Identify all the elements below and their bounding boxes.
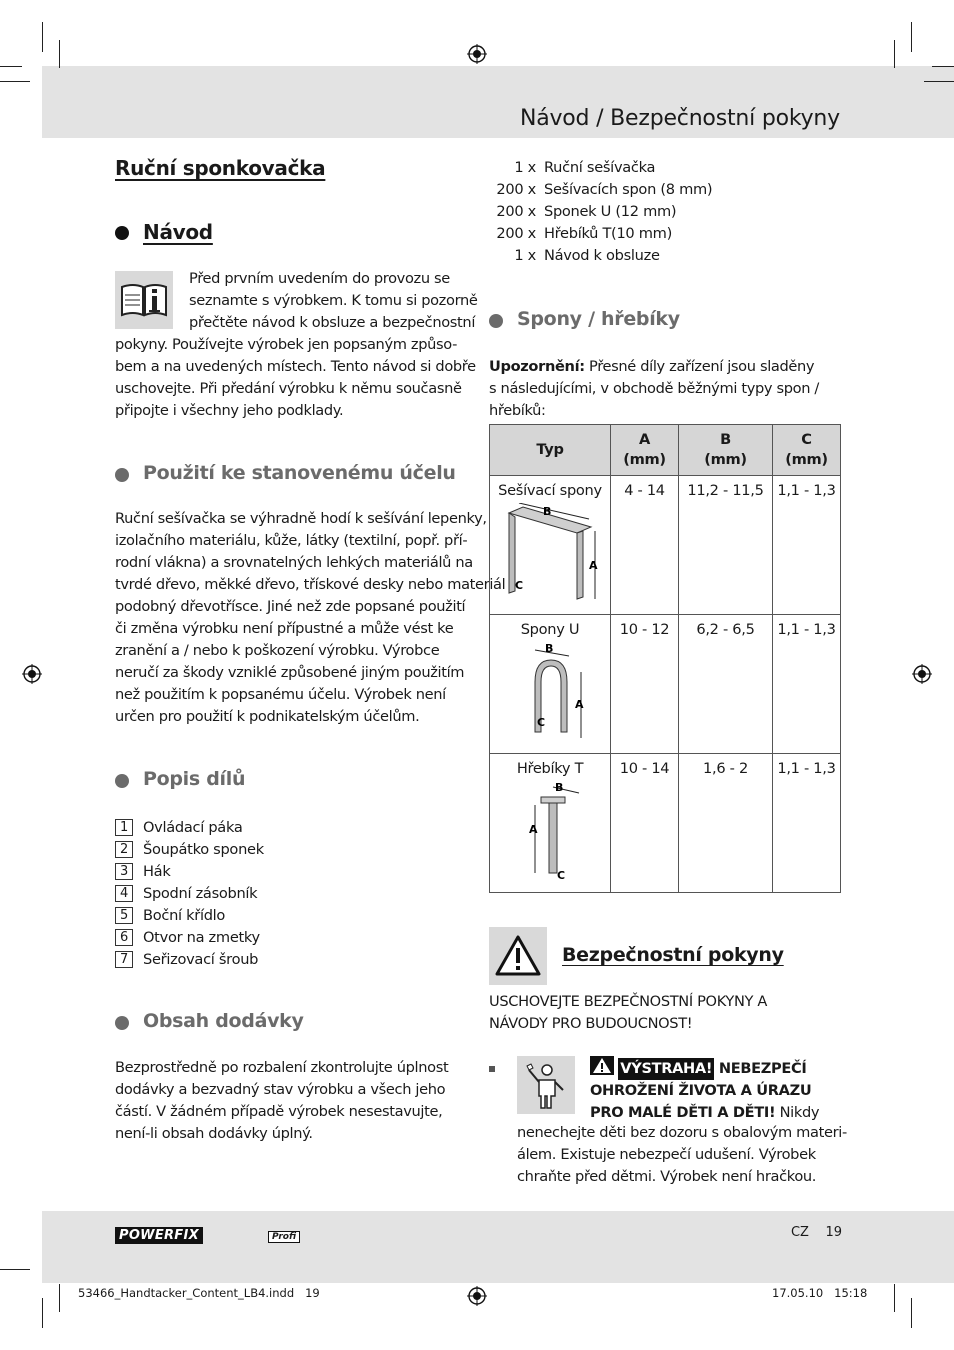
svg-text:B: B bbox=[555, 781, 564, 794]
table-cell-type: Hřebíky T B A C bbox=[490, 754, 611, 893]
bullet-icon bbox=[115, 226, 129, 240]
bullet-icon bbox=[489, 314, 503, 328]
page-title: Návod / Bezpečnostní pokyny bbox=[519, 106, 840, 131]
list-item: 200 x Sešívacích spon (8 mm) bbox=[496, 181, 713, 198]
table-header-type: Typ bbox=[490, 425, 611, 476]
staple-diagram-icon bbox=[495, 503, 605, 603]
warning-text: VÝSTRAHA! NEBEZPEČÍ OHROŽENÍ ŽIVOTA A ÚRAZU PRO MALÉ DĚTI A DĚTI! Nikdy bbox=[590, 1056, 819, 1124]
list-item: 2 Šoupátko sponek bbox=[115, 838, 264, 860]
table-header-a: A (mm) bbox=[611, 425, 679, 476]
table-cell-a: 4 - 14 bbox=[611, 476, 679, 615]
registration-mark-icon bbox=[912, 664, 932, 684]
table-row bbox=[490, 615, 841, 754]
crop-mark bbox=[894, 1284, 895, 1312]
table-header-b: B (mm) bbox=[679, 425, 773, 476]
list-item: 3 Hák bbox=[115, 860, 264, 882]
table-header-c: C (mm) bbox=[773, 425, 841, 476]
table-cell-type: Sešívací spony A B C bbox=[490, 476, 611, 615]
table-cell-a: 10 - 12 bbox=[611, 615, 679, 754]
svg-text:C: C bbox=[557, 869, 565, 881]
crop-mark bbox=[924, 81, 954, 82]
footer-band bbox=[42, 1211, 954, 1283]
parts-heading: Popis dílů bbox=[143, 768, 246, 790]
table-cell-a: 10 - 14 bbox=[611, 754, 679, 893]
list-item: 1 Ovládací páka bbox=[115, 816, 264, 838]
brand-logo: POWERFIX Profi bbox=[115, 1224, 300, 1244]
list-item: 1 x Návod k obsluze bbox=[514, 247, 660, 264]
table-cell-type: Spony U B A C bbox=[490, 615, 611, 754]
crop-mark bbox=[911, 1298, 912, 1328]
table-cell-b: 1,6 - 2 bbox=[679, 754, 773, 893]
bullet-square-icon bbox=[489, 1066, 495, 1072]
u-staple-diagram-icon bbox=[505, 642, 595, 742]
warning-small-icon bbox=[590, 1056, 614, 1075]
crop-mark bbox=[42, 22, 43, 52]
table-cell-c: 1,1 - 1,3 bbox=[773, 754, 841, 893]
staples-heading: Spony / hřebíky bbox=[517, 308, 680, 330]
registration-mark-icon bbox=[467, 1286, 487, 1306]
crop-mark bbox=[0, 66, 22, 67]
svg-text:B: B bbox=[545, 642, 554, 655]
svg-text:C: C bbox=[537, 716, 545, 729]
svg-text:A: A bbox=[529, 823, 538, 836]
warning-tag: VÝSTRAHA! bbox=[618, 1058, 714, 1080]
table-row bbox=[490, 476, 841, 615]
list-item: 6 Otvor na zmetky bbox=[115, 926, 264, 948]
t-nail-diagram-icon bbox=[505, 781, 595, 881]
crop-mark bbox=[59, 1284, 60, 1312]
parts-list bbox=[115, 816, 264, 970]
registration-mark-icon bbox=[22, 664, 42, 684]
svg-text:A: A bbox=[575, 698, 584, 711]
svg-text:C: C bbox=[515, 579, 523, 592]
usage-text: Ruční sešívačka se výhradně hodí k sešívání lepenky, izolačního materiálu, kůže, látky (textilní, popř. pří- rodní vlákna) a srovnatelných lehkých materiálů na tvrdé dřevo, měkké dřevo, třískové desky nebo materiál podobný dřevotřísce. Jiné než zde popsané použití či změna výrobku není přípustné a může vést ke zranění a / nebo k poškození výrobku. Výrobce neručí za škody vzniklé způsobené jiným použitím než použitím k popsanému účelu. Výrobek není určen pro použití k podnikatelským účelům. bbox=[115, 510, 506, 725]
safety-heading: Bezpečnostní pokyny bbox=[562, 944, 784, 966]
delivery-text: Bezprostředně po rozbalení zkontrolujte úplnost dodávky a bezvadný stav výrobku a všech jeho částí. V žádném případě výrobek nesestavujte, není-li obsah dodávky úplný. bbox=[115, 1059, 449, 1142]
note-label: Upozornění: bbox=[489, 358, 585, 375]
slug-date: 17.05.10 15:18 bbox=[772, 1286, 868, 1300]
crop-mark bbox=[932, 66, 954, 67]
page-number: CZ 19 bbox=[790, 1225, 842, 1240]
bullet-icon bbox=[115, 1016, 129, 1030]
crop-mark bbox=[0, 1269, 30, 1270]
warning-text-continued: nenechejte děti bez dozoru s obalovým materi- álem. Existuje nebezpečí udušení. Výrobek chraňte před dětmi. Výrobek není hračkou. bbox=[517, 1124, 847, 1185]
table-cell-c: 1,1 - 1,3 bbox=[773, 615, 841, 754]
info-book-icon bbox=[115, 271, 173, 329]
usage-heading: Použití ke stanovenému účelu bbox=[143, 462, 456, 484]
svg-text:B: B bbox=[543, 505, 552, 518]
list-item: 200 x Hřebíků T(10 mm) bbox=[496, 225, 672, 242]
crop-mark bbox=[59, 40, 60, 68]
product-title: Ruční sponkovačka bbox=[115, 156, 326, 180]
registration-mark-icon bbox=[467, 44, 487, 64]
navod-intro: Před prvním uvedením do provozu se seznamte s výrobkem. K tomu si pozorně přečtěte návod k obsluze a bezpečnostní bbox=[189, 270, 478, 331]
bullet-icon bbox=[115, 774, 129, 788]
staples-table bbox=[489, 424, 841, 893]
table-cell-b: 11,2 - 11,5 bbox=[679, 476, 773, 615]
table-cell-c: 1,1 - 1,3 bbox=[773, 476, 841, 615]
delivery-heading: Obsah dodávky bbox=[143, 1010, 304, 1032]
navod-text: pokyny. Používejte výrobek jen popsaným způso- bem a na uvedených místech. Tento návod si dobře uschovejte. Při předání výrobku k němu současně připojte i všechny jeho podklady. bbox=[115, 336, 476, 419]
list-item: 4 Spodní zásobník bbox=[115, 882, 264, 904]
list-item: 7 Seřizovací šroub bbox=[115, 948, 264, 970]
crop-mark bbox=[894, 40, 895, 68]
child-hazard-icon bbox=[517, 1056, 575, 1114]
list-item: 200 x Sponek U (12 mm) bbox=[496, 203, 677, 220]
table-row bbox=[490, 754, 841, 893]
bullet-icon bbox=[115, 468, 129, 482]
svg-text:A: A bbox=[589, 559, 598, 572]
crop-mark bbox=[911, 22, 912, 52]
safety-caps: USCHOVEJTE BEZPEČNOSTNÍ POKYNY A NÁVODY PRO BUDOUCNOST! bbox=[489, 993, 768, 1032]
crop-mark bbox=[0, 81, 30, 82]
table-cell-b: 6,2 - 6,5 bbox=[679, 615, 773, 754]
navod-heading: Návod bbox=[143, 220, 213, 244]
crop-mark bbox=[42, 1298, 43, 1328]
warning-triangle-icon bbox=[489, 927, 547, 985]
list-item: 5 Boční křídlo bbox=[115, 904, 264, 926]
slug-file: 53466_Handtacker_Content_LB4.indd 19 bbox=[78, 1286, 320, 1300]
list-item: 1 x Ruční sešívačka bbox=[514, 159, 656, 176]
contents-list bbox=[480, 159, 712, 269]
staples-note: Upozornění: Přesné díly zařízení jsou sladěny s následujícími, v obchodě běžnými typy spon / hřebíků: bbox=[489, 358, 819, 419]
table-header-row bbox=[490, 425, 841, 476]
